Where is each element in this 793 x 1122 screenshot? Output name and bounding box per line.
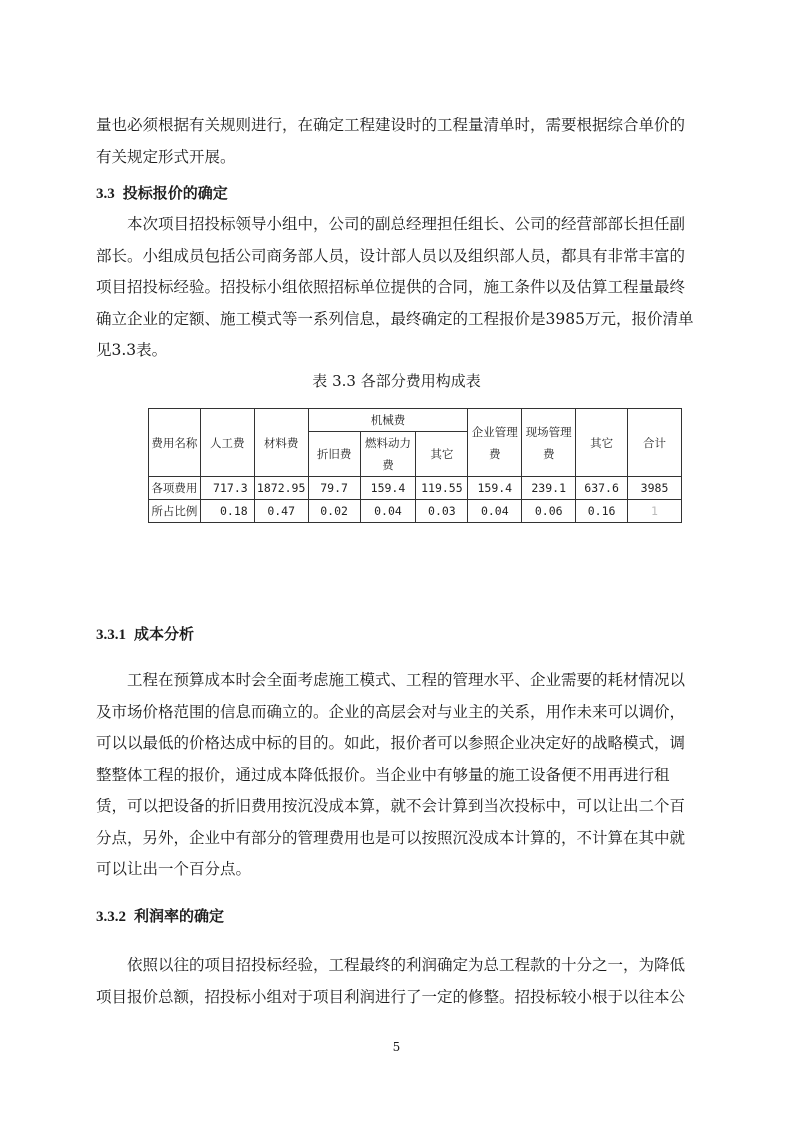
- section-number: 3.3.2: [96, 909, 126, 925]
- subheader-cell: 其它: [416, 432, 468, 477]
- header-cell: 现场管理费: [522, 409, 576, 477]
- table-cell: 239.1: [522, 477, 576, 500]
- cost-table: [148, 408, 682, 523]
- table-caption: 表 3.3 各部分费用构成表: [312, 372, 481, 390]
- section-title: 投标报价的确定: [122, 184, 228, 202]
- section-heading-3-3-1: [96, 622, 194, 647]
- section-title: 成本分析: [134, 625, 195, 643]
- table-cell: 3985: [628, 477, 682, 500]
- table-header-row: [149, 409, 682, 432]
- header-cell: 合计: [628, 409, 682, 477]
- header-cell: 人工费: [200, 409, 254, 477]
- paragraph-3-3-1: 工程在预算成本时会全面考虑施工模式、工程的管理水平、企业需要的耗材情况以及市场价格范围的信息而确立的。企业的高层会对与业主的关系，用作未来可以调价，可以以最低的价格达成中标的目的。如此，报价者可以参照企业决定好的战略模式，调整整体工程的报价，通过成本降低报价。当企业中有够量的施工设备便不用再进行租赁，可以把设备的折旧费用按沉没成本算，就不会计算到当次投标中，可以让出二个百分点，另外，企业中有部分的管理费用也是可以按照沉没成本计算的，不计算在其中就可以让出一个百分点。: [96, 671, 686, 878]
- table-cell: 119.55: [416, 477, 468, 500]
- table-row: [149, 477, 682, 500]
- section-title: 利润率的确定: [134, 907, 225, 925]
- intro-paragraph: 量也必须根据有关规则进行，在确定工程建设时的工程量清单时，需要根据综合单价的有关规定形式开展。: [96, 116, 686, 166]
- table-cell: 0.02: [308, 500, 360, 523]
- subheader-cell: 折旧费: [308, 432, 360, 477]
- table-cell: 0.04: [468, 500, 522, 523]
- table-cell: 159.4: [468, 477, 522, 500]
- table-cell: 0.47: [254, 500, 308, 523]
- table-cell: 0.18: [200, 500, 254, 523]
- table-cell: 0.04: [360, 500, 416, 523]
- table-cell: 79.7: [308, 477, 360, 500]
- section-number: 3.3.1: [96, 627, 126, 643]
- row-label: 各项费用: [149, 477, 201, 500]
- table-cell: 0.06: [522, 500, 576, 523]
- table-cell: 0.16: [576, 500, 628, 523]
- header-cell: 费用名称: [149, 409, 201, 477]
- table-cell: 717.3: [200, 477, 254, 500]
- header-cell: 材料费: [254, 409, 308, 477]
- table-cell: 159.4: [360, 477, 416, 500]
- page-number: 5: [392, 1040, 401, 1054]
- table-cell: 0.03: [416, 500, 468, 523]
- section-heading-3-3: [96, 181, 228, 206]
- table-cell: 1: [628, 500, 682, 523]
- header-group-cell: 机械费: [308, 409, 468, 432]
- table-cell: 1872.95: [254, 477, 308, 500]
- paragraph-3-3-2: 依照以往的项目招投标经验，工程最终的利润确定为总工程款的十分之一，为降低项目报价总额，招投标小组对于项目利润进行了一定的修整。招投标较小根于以往本公: [96, 956, 686, 1006]
- table-row: [149, 500, 682, 523]
- section-number: 3.3: [96, 186, 115, 202]
- header-cell: 企业管理费: [468, 409, 522, 477]
- row-label: 所占比例: [149, 500, 201, 523]
- header-cell: 其它: [576, 409, 628, 477]
- table-cell: 637.6: [576, 477, 628, 500]
- subheader-cell: 燃料动力费: [360, 432, 416, 477]
- paragraph-3-3: 本次项目招投标领导小组中，公司的副总经理担任组长、公司的经营部部长担任副部长。小组成员包括公司商务部人员，设计部人员以及组织部人员，都具有非常丰富的项目招投标经验。招投标小组依照招标单位提供的合同，施工条件以及估算工程量最终确立企业的定额、施工模式等一系列信息，最终确定的工程报价是3985万元，报价清单见3.3表。: [96, 215, 694, 359]
- section-heading-3-3-2: [96, 904, 224, 929]
